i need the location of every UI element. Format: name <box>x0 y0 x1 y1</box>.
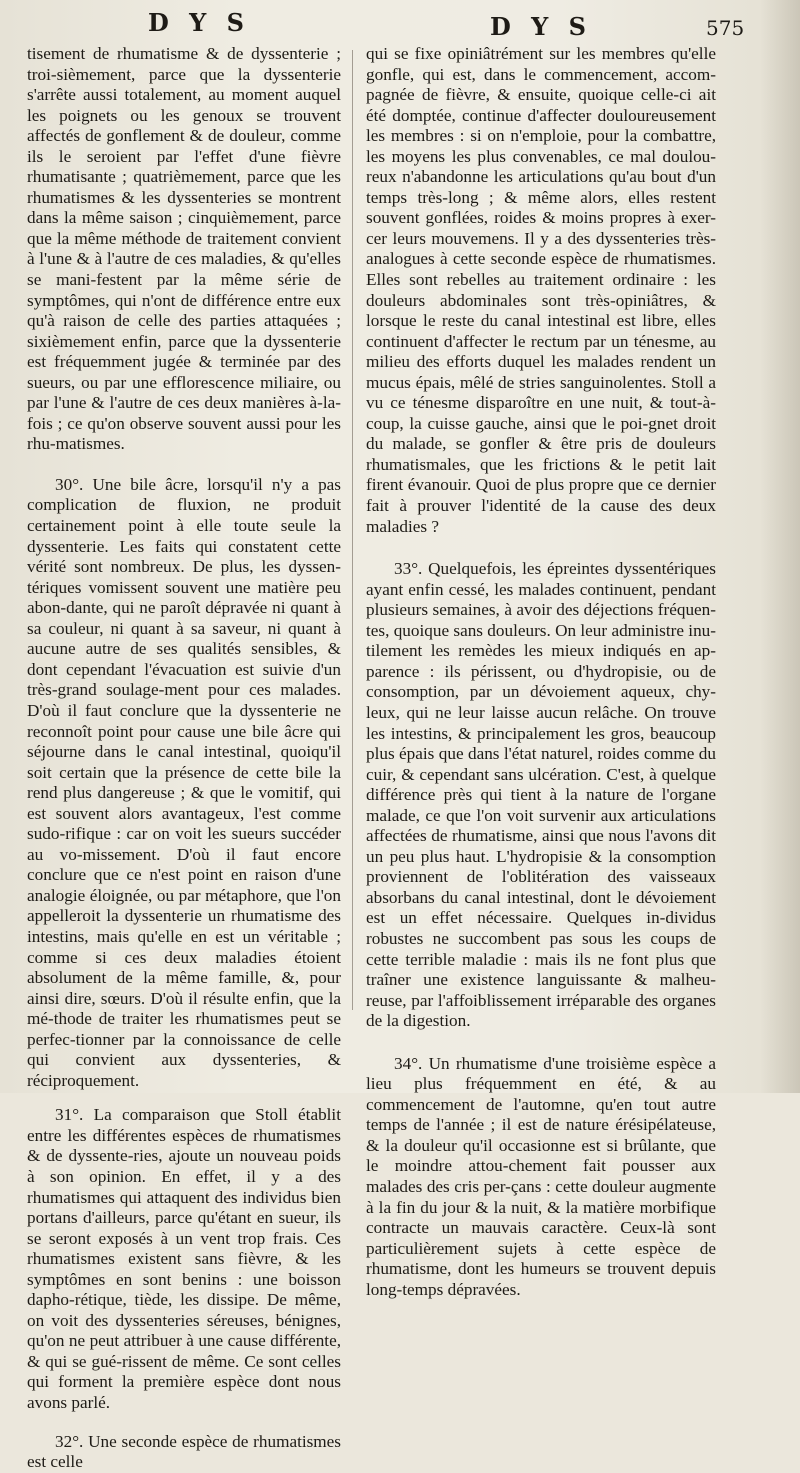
paragraph-32-continued: qui se fixe opiniâtrément sur les membres qu'elle gonfle, qui est, dans le commencement, accom-pagnée de fièvre, & ensuite, quoique celle-ci ait été domptée, continue d'affecter douloureusement les membres : si on n'emploie, pour la combattre, les moyens les plus convenables, ce mal doulou-reux n'abandonne les articulations qu'au bout d'un temps très-long ; & même alors, elles restent souvent gonflées, roides & moins propres à exer-cer leurs mouvemens. Il y a des dyssenteries très-analogues à cette seconde espèce de rhumatismes. Elles sont rebelles au traitement ordinaire : les douleurs abdominales sont très-opiniâtres, & lorsque le reste du canal intestinal est libre, elles continuent d'affecter le rectum par un ténesme, au milieu des efforts duquel les malades rendent un mucus épais, mêlé de stries sanguinolentes. Stoll a vu ce ténesme disparoître en une nuit, & tout-à-coup, la cuisse gauche, ainsi que le poi-gnet droit du malade, se gonfler & être pris de douleurs rhumatismales, que les frictions & le petit lait firent évanouir. Quoi de plus propre que ce dernier fait à prouver l'identité de la cause des deux maladies ? <box>366 44 716 536</box>
paragraph-33: 33°. Quelquefois, les épreintes dyssentériques ayant enfin cessé, les malades continuent, pendant plusieurs semaines, à avoir des déjections fréquen-tes, quoique sans douleurs. On leur administre inu-tilement les remèdes les mieux indiqués en ap-parence : ils périssent, ou d'hydropisie, ou de consomption, par un dévoiement aqueux, chy-leux, qui ne leur laisse aucun relâche. On trouve les intestins, & principalement les gros, beaucoup plus épais que dans l'état naturel, roides comme du cuir, & cependant sans ulcération. C'est, à quelque différence près qui tient à la nature de l'organe malade, ce que l'on voit survenir aux articulations affectées de rhumatisme, ainsi que nous l'avons dit un peu plus haut. L'hydropisie & la consomption proviennent de l'oblitération des vaisseaux absorbans du canal intestinal, dont le dévoiement est un effet nécessaire. Quelques in-dividus robustes ne succombent pas sous les coups de cette terrible maladie : mais ils ne font plus que traîner une existence languissante & malheu-reuse, par l'affoiblissement irréparable des organes de la digestion. <box>366 559 716 1031</box>
paragraph-32: 32°. Une seconde espèce de rhumatismes est celle <box>27 1431 341 1472</box>
page-edge-shadow <box>760 0 800 1093</box>
paragraph-34: 34°. Un rhumatisme d'une troisième espèce a lieu plus fréquemment en été, & au commencement de l'automne, qu'en tout autre temps de l'année ; il est de nature érésipélateuse, & la douleur qu'il occasionne est si brûlante, que le moindre attou-chement fait pousser aux malades des cris per-çans : cette douleur augmente à la fin du jour & la nuit, & la matière morbifique contracte un mauvais caractère. Ceux-là sont particulièrement sujets à cette espèce de rhumatisme, dont les humeurs se trouvent depuis long-temps dépravées. <box>366 1053 716 1299</box>
paragraph-continuation: tisement de rhumatisme & de dyssenterie ; troi-sièmement, parce que la dyssenterie s'arrête aussi totalement, au moment auquel les poignets ou les genoux se trouvent affectés de gonflement & de douleur, comme ils le seroient par l'effet d'une fièvre rhumatisante ; quatrièmement, parce que les rhumatismes & les dyssenteries se montrent dans la même saison ; cinquièmement, parce que la même méthode de traitement convient à l'une & à l'autre de ces maladies, & qu'elles se mani-festent par la même série de symptômes, qui n'ont de différence entre eux qu'à raison de celle des parties attaquées ; sixièmement enfin, parce que la dyssenterie est fréquemment jugée & terminée par des sueurs, ou par une efflorescence miliaire, ou par l'une & l'autre de ces deux manières à-la-fois ; ce qu'on observe souvent aussi pour les rhu-matismes. <box>27 44 341 454</box>
page-number: 575 <box>706 16 745 40</box>
right-column <box>366 44 716 1300</box>
left-column <box>27 44 341 1473</box>
column-divider <box>352 50 353 1010</box>
paragraph-31: 31°. La comparaison que Stoll établit entre les différentes espèces de rhumatismes & de dyssente-ries, ajoute un nouveau poids à son opinion. En effet, il y a des rhumatismes qui attaquent des individus bien portans d'ailleurs, parce qu'étant en sueur, ils se seront exposés à un vent trop frais. Ces rhumatismes existent sans fièvre, & les symptômes en sont benins : une boisson dapho-rétique, tiède, les dissipe. De même, on voit des dyssenteries séreuses, bénignes, qu'on ne peut attribuer à une cause différente, & qui se gué-rissent de même. Ce sont celles qui forment la première espèce dont nous avons parlé. <box>27 1105 341 1412</box>
paragraph-30: 30°. Une bile âcre, lorsqu'il n'y a pas complication de fluxion, ne produit certainement point à elle toute seule la dyssenterie. Les faits qui constatent cette vérité sont nombreux. De plus, les dyssen-tériques vomissent souvent une matière peu abon-dante, qui ne paroît dépravée ni quant à sa couleur, ni quant à sa saveur, ni quant à aucune autre de ses qualités sensibles, & dont cependant l'évacuation est suivie d'un très-grand soulage-ment pour ces malades. D'où il faut conclure que la dyssenterie ne reconnoît point pour cause une bile âcre qui séjourne dans le canal intestinal, quoiqu'il soit certain que la présence de cette bile la rend plus dangereuse ; & que le vomitif, qui est souvent alors avantageux, l'est comme sudo-rifique : car on voit les sueurs succéder au vo-missement. D'où il faut encore conclure que ce n'est point en raison d'une analogie éloignée, ou par métaphore, que l'on appelleroit la dyssenterie un rhumatisme des intestins, mais qu'elle en est un véritable ; comme si ces deux maladies étoient absolument de la même famille, &, pour ainsi dire, sœurs. D'où il résulte enfin, que la mé-thode de traiter les rhumatismes peut se perfec-tionner par la connoissance de celle qui convient aux dyssenteries, & réciproquement. <box>27 474 341 1090</box>
header-left-title: D Y S <box>148 8 250 37</box>
header-right-title: D Y S <box>490 12 592 41</box>
running-header <box>0 8 800 42</box>
